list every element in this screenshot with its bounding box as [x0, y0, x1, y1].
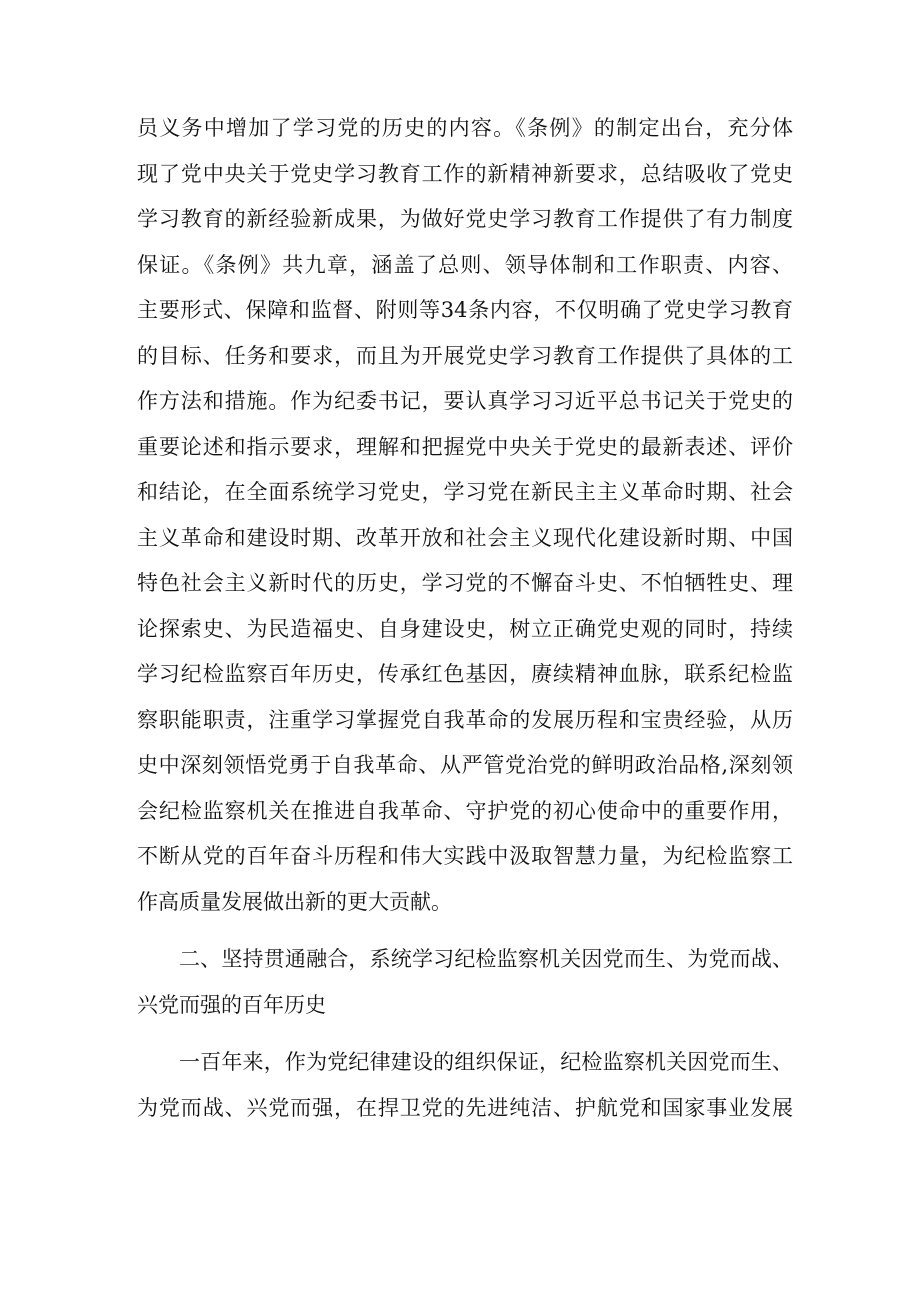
- text-line: 主义革命和建设时期、改革开放和社会主义现代化建设新时期、中国: [137, 525, 793, 550]
- text-line: 重要论述和指示要求，理解和把握党中央关于党史的最新表述、评价: [137, 434, 793, 459]
- section-heading: [137, 937, 793, 1028]
- text-line: 论探索史、为民造福史、自身建设史，树立正确党史观的同时，持续: [137, 616, 793, 641]
- text-line: 会纪检监察机关在推进自我革命、守护党的初心使命中的重要作用，: [137, 798, 793, 823]
- text-line: 一百年来，作为党纪律建设的组织保证，纪检监察机关因党而生、: [179, 1050, 793, 1074]
- paragraph-2: [137, 1040, 793, 1131]
- text-line: 主要形式、保障和监督、附则等34条内容，不仅明确了党史学习教育: [137, 298, 793, 322]
- document-body: [137, 106, 793, 1131]
- heading-line: 兴党而强的百年历史: [137, 992, 326, 1017]
- text-line: 保证。《条例》共九章，涵盖了总则、领导体制和工作职责、内容、: [137, 252, 793, 277]
- text-line: 不断从党的百年奋斗历程和伟大实践中汲取智慧力量，为纪检监察工: [137, 844, 793, 868]
- text-line: 学习纪检监察百年历史，传承红色基因，赓续精神血脉，联系纪检监: [137, 662, 793, 686]
- text-line: 作高质量发展做出新的更大贡献。: [137, 889, 452, 914]
- text-line: 现了党中央关于党史学习教育工作的新精神新要求，总结吸收了党史: [137, 161, 793, 186]
- text-line: 察职能职责，注重学习掌握党自我革命的发展历程和宝贵经验，从历: [137, 707, 793, 732]
- text-line: 和结论，在全面系统学习党史，学习党在新民主主义革命时期、社会: [137, 480, 793, 504]
- text-line: 学习教育的新经验新成果，为做好党史学习教育工作提供了有力制度: [137, 207, 793, 231]
- paragraph-gap: [137, 925, 793, 937]
- text-line: 为党而战、兴党而强，在捍卫党的先进纯洁、护航党和国家事业发展: [137, 1095, 793, 1120]
- text-line: 的目标、任务和要求，而且为开展党史学习教育工作提供了具体的工: [137, 343, 793, 368]
- text-line: 员义务中增加了学习党的历史的内容。《条例》的制定出台，充分体: [137, 116, 793, 140]
- heading-line: 二、坚持贯通融合，系统学习纪检监察机关因党而生、为党而战、: [179, 947, 793, 971]
- text-line: 特色社会主义新时代的历史，学习党的不懈奋斗史、不怕牺牲史、理: [137, 571, 793, 595]
- paragraph-gap: [137, 1028, 793, 1040]
- text-line: 作方法和措施。作为纪委书记，要认真学习习近平总书记关于党史的: [137, 389, 793, 413]
- text-line: 史中深刻领悟党勇于自我革命、从严管党治党的鲜明政治品格,深刻领: [137, 753, 793, 777]
- paragraph-1: [137, 106, 793, 925]
